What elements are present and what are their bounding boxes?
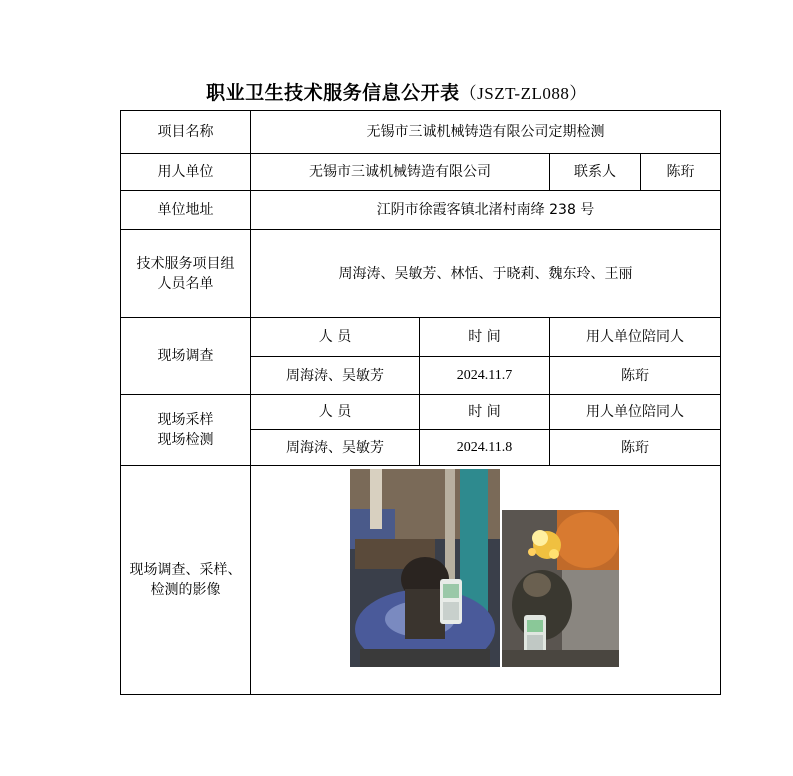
- site-sampling-photo: [502, 510, 619, 667]
- project-value: 无锡市三诚机械铸造有限公司定期检测: [251, 111, 721, 154]
- sampling-escort: 陈珩: [550, 430, 721, 466]
- site-survey-photo: [350, 469, 500, 667]
- contact-value: 陈珩: [641, 154, 721, 191]
- title-code: （JSZT-ZL088）: [459, 84, 587, 103]
- team-label-line1: 技术服务项目组: [136, 255, 235, 272]
- survey-escort: 陈珩: [550, 357, 721, 395]
- team-label: [121, 230, 251, 318]
- employer-value: 无锡市三诚机械铸造有限公司: [251, 154, 550, 191]
- sampling-col-escort: 用人单位陪同人: [550, 395, 721, 430]
- row-address: [121, 191, 721, 230]
- images-label-line2: 检测的影像: [150, 582, 221, 598]
- survey-personnel: 周海涛、吴敏芳: [251, 357, 420, 395]
- address-label: 单位地址: [121, 191, 251, 230]
- survey-col-time: 时 间: [420, 318, 550, 357]
- survey-time: 2024.11.7: [420, 357, 550, 395]
- info-table: [120, 110, 721, 695]
- photo-area: [251, 466, 720, 693]
- row-survey-header: [121, 318, 721, 357]
- survey-col-personnel: 人 员: [251, 318, 420, 357]
- row-employer: [121, 154, 721, 191]
- sampling-label-line2: 现场检测: [157, 432, 214, 448]
- row-images: [121, 466, 721, 695]
- images-cell: [251, 466, 721, 695]
- sampling-label: [121, 395, 251, 466]
- employer-label: 用人单位: [121, 154, 251, 191]
- sampling-time: 2024.11.8: [420, 430, 550, 466]
- row-project: [121, 111, 721, 154]
- title-main: 职业卫生技术服务信息公开表: [206, 82, 460, 104]
- sampling-personnel: 周海涛、吴敏芳: [251, 430, 420, 466]
- row-team: [121, 230, 721, 318]
- project-label: 项目名称: [121, 111, 251, 154]
- images-label: [121, 466, 251, 695]
- team-value: 周海涛、吴敏芳、林恬、于晓莉、魏东玲、王丽: [251, 230, 721, 318]
- address-value: 江阴市徐霞客镇北渚村南绛 238 号: [251, 191, 721, 230]
- sampling-label-line1: 现场采样: [157, 412, 214, 428]
- page-title: [0, 78, 793, 105]
- sampling-col-time: 时 间: [420, 395, 550, 430]
- images-label-line1: 现场调查、采样、: [129, 562, 242, 578]
- contact-label: 联系人: [550, 154, 641, 191]
- team-label-line2: 人员名单: [157, 275, 214, 292]
- survey-label: 现场调查: [121, 318, 251, 395]
- sampling-col-personnel: 人 员: [251, 395, 420, 430]
- survey-col-escort: 用人单位陪同人: [550, 318, 721, 357]
- row-sampling-header: [121, 395, 721, 430]
